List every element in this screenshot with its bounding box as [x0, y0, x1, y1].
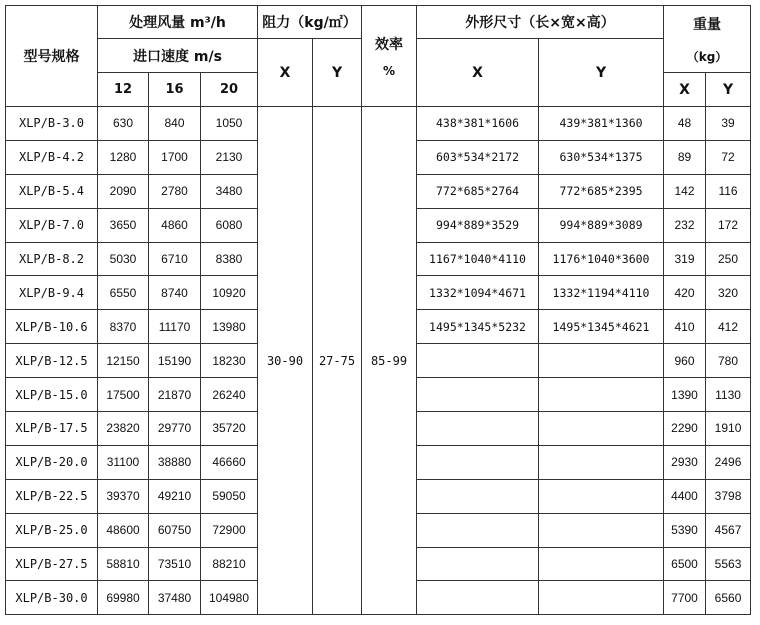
cell-dim-y [539, 344, 664, 378]
cell-dim-x [417, 479, 539, 513]
cell-model: XLP/B-22.5 [6, 479, 98, 513]
header-resistance-y: Y [313, 39, 362, 107]
cell-weight-y: 320 [706, 276, 751, 310]
cell-airflow-20: 72900 [201, 513, 258, 547]
cell-airflow-16: 49210 [149, 479, 201, 513]
cell-weight-x: 6500 [664, 547, 706, 581]
cell-dim-x: 603*534*2172 [417, 140, 539, 174]
cell-airflow-20: 104980 [201, 581, 258, 615]
header-resistance: 阻力（kg/㎡） [258, 6, 362, 39]
cell-model: XLP/B-7.0 [6, 208, 98, 242]
cell-model: XLP/B-15.0 [6, 378, 98, 412]
header-weight-x: X [664, 73, 706, 107]
cell-weight-y: 1130 [706, 378, 751, 412]
cell-model: XLP/B-27.5 [6, 547, 98, 581]
cell-weight-x: 1390 [664, 378, 706, 412]
cell-weight-y: 412 [706, 310, 751, 344]
cell-airflow-12: 3650 [98, 208, 149, 242]
header-efficiency-label: 效率 [375, 37, 404, 53]
header-model: 型号规格 [6, 6, 98, 107]
cell-airflow-12: 1280 [98, 140, 149, 174]
cell-weight-x: 89 [664, 140, 706, 174]
cell-dim-x: 1495*1345*5232 [417, 310, 539, 344]
cell-dim-y [539, 513, 664, 547]
header-speed-12: 12 [98, 73, 149, 107]
header-airflow: 处理风量 m³/h [98, 6, 258, 39]
cell-resistance-x: 30-90 [258, 107, 313, 615]
cell-dim-y: 1495*1345*4621 [539, 310, 664, 344]
cell-dim-x: 772*685*2764 [417, 174, 539, 208]
cell-weight-x: 232 [664, 208, 706, 242]
cell-airflow-12: 12150 [98, 344, 149, 378]
cell-airflow-12: 23820 [98, 412, 149, 446]
cell-airflow-16: 6710 [149, 242, 201, 276]
cell-model: XLP/B-20.0 [6, 445, 98, 479]
cell-model: XLP/B-30.0 [6, 581, 98, 615]
cell-airflow-16: 8740 [149, 276, 201, 310]
cell-airflow-12: 69980 [98, 581, 149, 615]
cell-airflow-16: 15190 [149, 344, 201, 378]
cell-weight-x: 2930 [664, 445, 706, 479]
cell-weight-y: 39 [706, 107, 751, 141]
cell-resistance-y: 27-75 [313, 107, 362, 615]
cell-dim-x [417, 412, 539, 446]
cell-model: XLP/B-4.2 [6, 140, 98, 174]
cell-weight-y: 116 [706, 174, 751, 208]
header-resistance-x: X [258, 39, 313, 107]
header-weight [664, 6, 751, 73]
cell-dim-y [539, 445, 664, 479]
header-speed: 进口速度 m/s [98, 39, 258, 73]
cell-dim-y: 994*889*3089 [539, 208, 664, 242]
table-row [6, 107, 751, 141]
cell-weight-x: 48 [664, 107, 706, 141]
cell-airflow-20: 3480 [201, 174, 258, 208]
cell-model: XLP/B-12.5 [6, 344, 98, 378]
cell-airflow-12: 2090 [98, 174, 149, 208]
header-weight-label: 重量 [693, 16, 722, 33]
cell-weight-y: 250 [706, 242, 751, 276]
cell-dim-x: 1167*1040*4110 [417, 242, 539, 276]
cell-efficiency: 85-99 [362, 107, 417, 615]
header-weight-y: Y [706, 73, 751, 107]
cell-airflow-20: 59050 [201, 479, 258, 513]
cell-airflow-16: 37480 [149, 581, 201, 615]
cell-weight-y: 5563 [706, 547, 751, 581]
cell-dim-x [417, 378, 539, 412]
cell-airflow-20: 88210 [201, 547, 258, 581]
cell-dim-x: 1332*1094*4671 [417, 276, 539, 310]
cell-weight-y: 780 [706, 344, 751, 378]
cell-model: XLP/B-8.2 [6, 242, 98, 276]
header-efficiency [362, 6, 417, 107]
cell-dim-y [539, 581, 664, 615]
cell-model: XLP/B-17.5 [6, 412, 98, 446]
header-weight-unit: （kg） [686, 49, 728, 64]
cell-airflow-20: 8380 [201, 242, 258, 276]
cell-dim-x: 438*381*1606 [417, 107, 539, 141]
cell-airflow-20: 2130 [201, 140, 258, 174]
cell-airflow-12: 39370 [98, 479, 149, 513]
cell-weight-x: 4400 [664, 479, 706, 513]
cell-dim-x [417, 547, 539, 581]
cell-weight-y: 6560 [706, 581, 751, 615]
cell-model: XLP/B-5.4 [6, 174, 98, 208]
cell-dim-y [539, 479, 664, 513]
cell-airflow-16: 38880 [149, 445, 201, 479]
cell-airflow-16: 2780 [149, 174, 201, 208]
cell-dim-y: 1176*1040*3600 [539, 242, 664, 276]
cell-airflow-12: 630 [98, 107, 149, 141]
cell-airflow-16: 1700 [149, 140, 201, 174]
cell-weight-y: 1910 [706, 412, 751, 446]
spec-table-container [5, 5, 751, 615]
cell-weight-x: 5390 [664, 513, 706, 547]
cell-airflow-20: 1050 [201, 107, 258, 141]
cell-airflow-16: 73510 [149, 547, 201, 581]
cell-weight-y: 3798 [706, 479, 751, 513]
cell-weight-x: 142 [664, 174, 706, 208]
header-dimensions: 外形尺寸（长×宽×高） [417, 6, 664, 39]
cell-dim-y: 772*685*2395 [539, 174, 664, 208]
cell-airflow-12: 31100 [98, 445, 149, 479]
cell-weight-x: 7700 [664, 581, 706, 615]
header-speed-20: 20 [201, 73, 258, 107]
cell-dim-y: 630*534*1375 [539, 140, 664, 174]
cell-weight-x: 420 [664, 276, 706, 310]
cell-model: XLP/B-25.0 [6, 513, 98, 547]
cell-dim-x [417, 344, 539, 378]
cell-weight-x: 319 [664, 242, 706, 276]
cell-dim-y: 439*381*1360 [539, 107, 664, 141]
header-dim-x: X [417, 39, 539, 107]
cell-weight-x: 2290 [664, 412, 706, 446]
cell-airflow-16: 4860 [149, 208, 201, 242]
header-dim-y: Y [539, 39, 664, 107]
cell-airflow-12: 5030 [98, 242, 149, 276]
cell-model: XLP/B-3.0 [6, 107, 98, 141]
cell-weight-x: 960 [664, 344, 706, 378]
cell-airflow-20: 35720 [201, 412, 258, 446]
cell-dim-y: 1332*1194*4110 [539, 276, 664, 310]
cell-airflow-20: 26240 [201, 378, 258, 412]
spec-table [5, 5, 751, 615]
cell-airflow-12: 58810 [98, 547, 149, 581]
cell-dim-x [417, 513, 539, 547]
cell-airflow-20: 10920 [201, 276, 258, 310]
cell-airflow-20: 13980 [201, 310, 258, 344]
cell-dim-y [539, 547, 664, 581]
cell-weight-x: 410 [664, 310, 706, 344]
cell-model: XLP/B-9.4 [6, 276, 98, 310]
cell-weight-y: 72 [706, 140, 751, 174]
cell-airflow-12: 8370 [98, 310, 149, 344]
cell-airflow-16: 840 [149, 107, 201, 141]
cell-airflow-20: 18230 [201, 344, 258, 378]
header-speed-16: 16 [149, 73, 201, 107]
cell-dim-x [417, 445, 539, 479]
cell-airflow-16: 11170 [149, 310, 201, 344]
cell-airflow-12: 6550 [98, 276, 149, 310]
cell-dim-y [539, 378, 664, 412]
cell-weight-y: 4567 [706, 513, 751, 547]
cell-airflow-12: 48600 [98, 513, 149, 547]
header-efficiency-unit: % [383, 64, 396, 78]
cell-airflow-20: 46660 [201, 445, 258, 479]
cell-airflow-20: 6080 [201, 208, 258, 242]
cell-dim-y [539, 412, 664, 446]
cell-airflow-16: 21870 [149, 378, 201, 412]
cell-airflow-12: 17500 [98, 378, 149, 412]
cell-weight-y: 2496 [706, 445, 751, 479]
cell-dim-x: 994*889*3529 [417, 208, 539, 242]
cell-model: XLP/B-10.6 [6, 310, 98, 344]
cell-airflow-16: 60750 [149, 513, 201, 547]
cell-airflow-16: 29770 [149, 412, 201, 446]
cell-dim-x [417, 581, 539, 615]
cell-weight-y: 172 [706, 208, 751, 242]
